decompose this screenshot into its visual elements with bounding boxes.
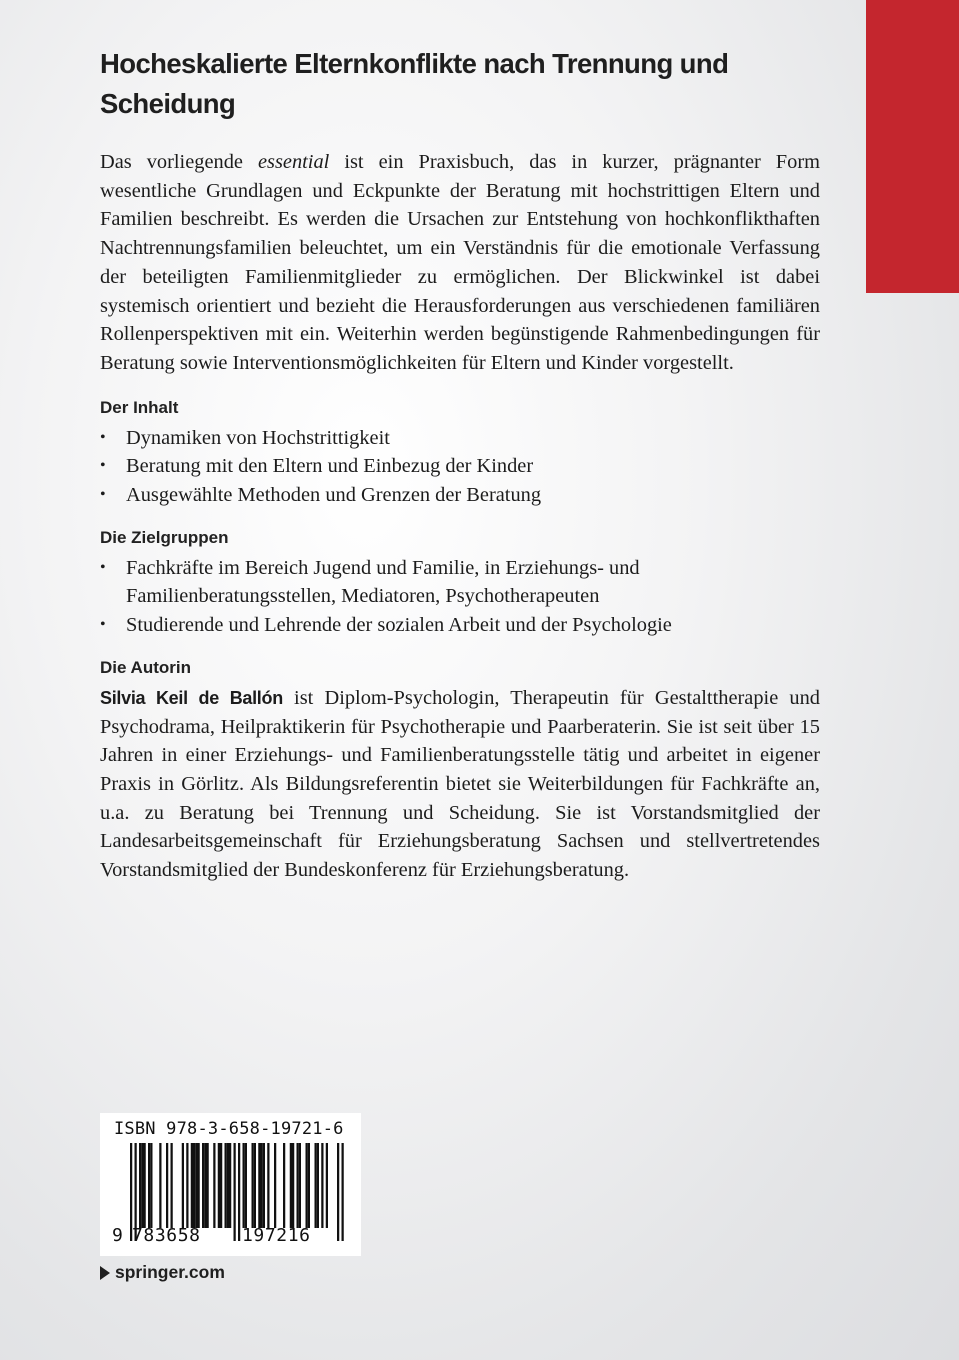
- barcode-bar: [299, 1143, 301, 1228]
- barcode-bar: [139, 1143, 141, 1228]
- barcode-bar: [306, 1143, 308, 1228]
- barcode-digits-right: 197216: [242, 1225, 311, 1246]
- barcode-bar: [252, 1143, 254, 1228]
- barcode-bar: [238, 1143, 240, 1241]
- barcode-bar: [326, 1143, 328, 1228]
- barcode-bar: [283, 1143, 285, 1228]
- author-name: Silvia Keil de Ballón: [100, 687, 283, 708]
- barcode-bar: [195, 1143, 197, 1228]
- barcode-bar: [227, 1143, 229, 1228]
- audience-list: [100, 554, 820, 640]
- red-accent-tab: [866, 0, 959, 293]
- barcode-bar: [193, 1143, 195, 1228]
- barcode-bar: [245, 1143, 247, 1228]
- barcode-bar: [308, 1143, 310, 1228]
- barcode-bar: [267, 1143, 269, 1228]
- barcode-bar: [292, 1143, 294, 1228]
- barcode-bar: [213, 1143, 215, 1228]
- intro-before: Das vorliegende: [100, 151, 258, 173]
- barcode-bar: [317, 1143, 319, 1228]
- barcode-digits-left: 783658: [132, 1225, 201, 1246]
- barcode-bar: [261, 1143, 263, 1228]
- author-bio-text: ist Diplom-Psychologin, Therapeutin für Gestalttherapie und Psychodrama, Heilpraktikerin für Psychotherapie und Paarberaterin. Sie ist seit über 15 Jahren in einer Erziehungs- und Familienberatungsstelle tätig und arbeitet in eigener Praxis in Görlitz. Als Bildungsreferentin bietet sie Weiterbildungen für Fachkräfte an, u.a. zu Beratung bei Trennung und Scheidung. Sie ist Vorstandsmitglied der Landesarbeitsgemeinschaft für Erziehungsberatung Sachsen und stellvertretendes Vorstandsmitglied der Bundeskonferenz für Erziehungsberatung.: [100, 686, 820, 882]
- audience-list-item: • Fachkräfte im Bereich Jugend und Familie, in Erziehungs- und Familienberatungsstellen, Mediatoren, Psychotherapeuten: [100, 554, 820, 611]
- barcode-bar: [159, 1143, 161, 1228]
- content-section: [100, 396, 820, 510]
- content-list-item: • Ausgewählte Methoden und Grenzen der Beratung: [100, 481, 820, 510]
- content-list-item: • Beratung mit den Eltern und Einbezug der Kinder: [100, 452, 820, 481]
- springer-link-text: springer.com: [115, 1262, 225, 1282]
- book-title: Hocheskalierte Elternkonflikte nach Trennung und Scheidung: [100, 48, 729, 119]
- barcode-bar: [321, 1143, 323, 1228]
- barcode-bar: [141, 1143, 143, 1228]
- isbn-label: ISBN 978-3-658-19721-6: [114, 1119, 344, 1139]
- play-arrow-icon: [100, 1266, 110, 1280]
- barcode-bar: [218, 1143, 220, 1228]
- barcode-bar: [297, 1143, 299, 1228]
- isbn-barcode: [100, 1113, 361, 1256]
- content-list: [100, 424, 820, 510]
- barcode-bar: [191, 1143, 193, 1228]
- intro-after: ist ein Praxisbuch, das in kurzer, prägnanter Form wesentliche Grundlagen und Eckpunkte der Beratung mit hochstrittigen Eltern und Familien beschreibt. Es werden die Ursachen zur Entstehung von hochkonflikthaften Nachtrennungsfamilien beleuchtet, um ein Verständnis für die emotionale Verfassung der beteiligten Familienmitglieder zu ermöglichen. Der Blickwinkel ist dabei systemisch orientiert und bezieht die Herausforderungen aus verschiedenen familiären Rollenperspektiven mit ein. Weiterhin werden begünstigende Rahmenbedingungen für Beratung sowie Interventionsmöglichkeiten für Eltern und Kinder vorgestellt.: [100, 151, 820, 374]
- intro-emphasis: essential: [257, 151, 330, 173]
- content-heading: Der Inhalt: [100, 397, 179, 417]
- barcode-bar: [202, 1143, 204, 1228]
- barcode-bar: [198, 1143, 200, 1228]
- springer-link[interactable]: [100, 1262, 225, 1283]
- barcode-bar: [234, 1143, 236, 1241]
- barcode-bar: [263, 1143, 265, 1228]
- barcode-bar: [166, 1143, 168, 1228]
- barcode-bar: [315, 1143, 317, 1228]
- author-section: [100, 656, 820, 885]
- barcode-bar: [254, 1143, 256, 1228]
- author-heading: Die Autorin: [100, 657, 191, 677]
- barcode-bar: [148, 1143, 150, 1228]
- barcode-bar: [337, 1143, 339, 1241]
- barcode-bar: [229, 1143, 231, 1228]
- barcode-bar: [258, 1143, 260, 1228]
- barcode-bar: [342, 1143, 344, 1241]
- audience-list-item: • Studierende und Lehrende der sozialen Arbeit und der Psychologie: [100, 611, 820, 640]
- barcode-bar: [186, 1143, 188, 1228]
- barcode-bar: [225, 1143, 227, 1228]
- barcode-bar: [182, 1143, 184, 1228]
- audience-section: [100, 526, 820, 640]
- barcode-bar: [274, 1143, 276, 1228]
- barcode-bar: [150, 1143, 152, 1228]
- content-list-item: • Dynamiken von Hochstrittigkeit: [100, 424, 820, 453]
- barcode-bar: [144, 1143, 146, 1228]
- audience-heading: Die Zielgruppen: [100, 527, 229, 547]
- barcode-bar: [204, 1143, 206, 1228]
- barcode-bar: [290, 1143, 292, 1228]
- author-bio: [100, 684, 820, 885]
- back-cover-content: [100, 44, 820, 885]
- barcode-bar: [243, 1143, 245, 1228]
- barcode-bar: [220, 1143, 222, 1228]
- barcode-bar: [207, 1143, 209, 1228]
- barcode-digit-first: 9: [112, 1225, 123, 1246]
- barcode-bar: [171, 1143, 173, 1228]
- intro-paragraph: [100, 148, 820, 378]
